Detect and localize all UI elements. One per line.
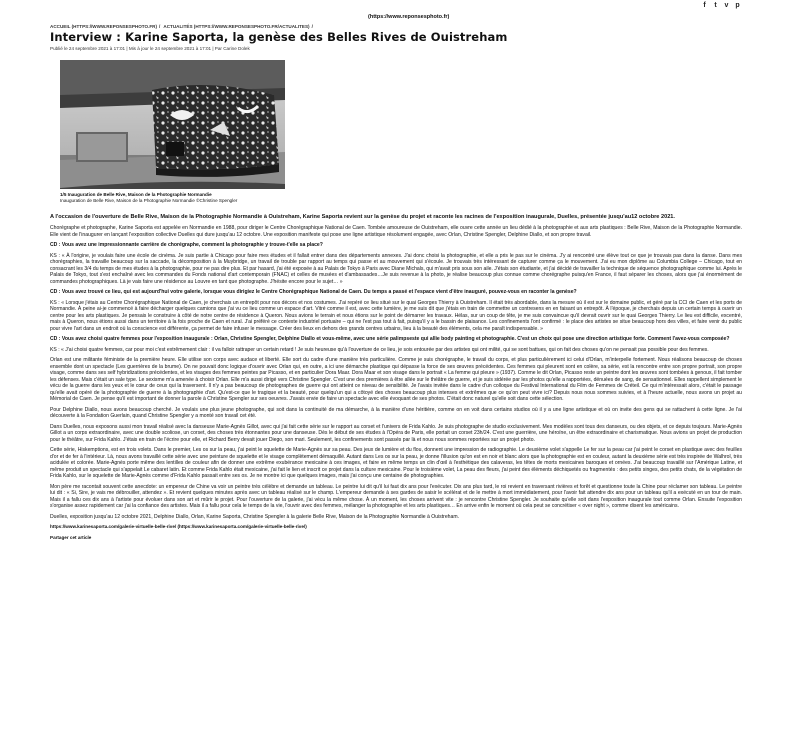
breadcrumb-separator: / bbox=[159, 24, 161, 29]
answer-2: KS : « Lorsque j'étais au Centre Chorégraphique National de Caen, je cherchais un entrepôt pour nos décors et nos costumes. J'ai repéré ce lieu situé sur le quai Georges Thierry à Ouistreham. Il était très abordable, dans la mesure où il est sur le domaine public, et géré par la CCI de Caen et les ports de Normandie. À peine ai-je commencé à faire décharger quelques camions que j'ai vu ce lieu comme un espace d'art. Vitré comme il est, avec cette lumière, je me suis dit que j'étais en train de commettre un contresens en en faisant un entrepôt. À l'époque, je cherchais depuis un certain temps à ouvrir un centre pour les arts plastiques. Je pensais le construire à côté de notre centre de résidence à Queron. Nous avions le terrain et nous étions sur le point de démarrer les travaux. Hélas, sur un coup de tête, je me suis convaincue qu'il devrait ouvrir sur le quai Georges Thierry. Le lieu est difficile, excentré, mais à Queron, nous étions aussi dans un territoire à la fois proche de Caen et rural. J'ai préféré ce contexte industriel portuaire – qui ne l'est pas tout à fait, puisqu'il y a le bassin de plaisance. Les confinements l'ont confirmé : le place des artistes se situe beaucoup hors des villes, et faire venir du public pour vivre l'art dans un endroit où la conscience est différente, ça permet de faire infuser le message. Créer des lieux en dehors des grands centres urbains, lieu à la beauté des éléments, cela me paraît indispensable. » bbox=[50, 299, 742, 332]
caption-credit: Inauguration de Belle Rive, Maison de la Photographie Normandie ©Christine Spengler bbox=[60, 197, 238, 203]
photo-caption bbox=[60, 192, 742, 203]
paragraph-diallo: Pour Delphine Diallo, nous avons beaucoup cherché. Je voulais une plus jeune photographe, qui soit dans la continuité de ma démarche, à la manière d'une héritière, comme on en voit dans certains studios où il y a une ligne artistique et où on invite des gens qui se rattachent à cette ligne. Je l'ai découverte à la Fondation Guerlain, quand Christine Spengler y a monté son travail cet été. bbox=[50, 406, 742, 420]
paragraph-anecdote: Mon père me racontait souvent cette anecdote: un empereur de Chine va voir un peintre très célèbre et demande un tableau. Le peintre lui dit qu'il lui faut dix ans pour l'exécuter. Dix ans plus tard, le roi revient en traversant rivières et forêt et questionne toute la Chine pour réclamer son tableau. Le peintre lui dit : « Si, Sire, je vais me débrouiller, attendez ». Et revient quelques minutes après avec un tableau réalisé sur le champ. L'empereur demande à ses gardes de saisir le scélérat et de le mettre à mort immédiatement, pour l'avoir fait attendre dix ans pour un tableau qu'il a exécuté en un tour de main. Mais il a fallu ces dix ans à l'artiste pour évoluer dans son art et mûrir le projet. Pour l'ouverture de la galerie, j'ai vécu la même chose. À un moment, les choses arrivent vite : je rencontre Christine Spengler. Je souhaite qu'elle soit dans l'exposition inaugurale tout comme Orlan. Ensuite l'exposition s'organise assez rapidement car j'ai la confiance des artistes. Mais il a fallu pour cela le temps de la vie, l'ouvrir avec des femmes, mélanger la photographie et les arts plastiques… En arrive enfin le moment où cela peut se concrétiser « over night », comme disent les américains. bbox=[50, 483, 742, 510]
vimeo-icon[interactable]: v bbox=[724, 2, 729, 9]
article-body bbox=[50, 214, 742, 541]
site-link[interactable]: (https://www.reponsesphoto.fr) bbox=[368, 14, 450, 20]
answer-3: KS : « J'ai choisi quatre femmes, car pour moi c'est extrêmement clair : il va falloir rattraper un certain retard ! Je suis heureuse qu'à l'ouverture de ce lieu, je sois entourée par des artistes qui ont milité, qui se sont battues, qui on fait des choses qu'on ne pensait pas possible pour des femmes. bbox=[50, 346, 709, 353]
paragraph-duelles: Dans Duelles, nous exposons aussi mon travail réalisé avec la danseuse Marie-Agnès Gillot, avec qui j'ai fait cette série sur le rapport au corset et l'univers de Frida Kahlo. Je suis photographe de studio exclusivement. Mes modèles sont tous des danseurs, ou des objets, et ce depuis toujours. Marie-Agnès Gillot a un corps extraordinaire, avec une double scoliose, un corset, des choses très étonnantes pour une danseuse. Dès le début de ses études à l'Opéra de Paris, elle portait un corset 23h/24. C'est une guerrière, une héroïne, un être extraordinaire et charismatique. Nous avions un projet de production pour le théâtre, sur Frida Kahlo. J'étais en train de l'écrire pour elle, et Richard Berry devait jouer Diego, son mari. Seulement, les confinements sont passés par là et nous nous sommes reportées sur un projet photo. bbox=[50, 423, 742, 443]
gallery-link[interactable]: https://www.karinesaporta.com/galerie-virtuelle-belle-rive/ (https://www.karinesaporta.com/galerie-virtuelle-belle-rive/) bbox=[50, 524, 307, 530]
article-meta: Publié le 24 septembre 2021 à 17:01 | Mis à jour le 24 septembre 2021 à 17:01 | Par Carine Dolek bbox=[50, 46, 250, 51]
article-lead: A l'occasion de l'ouverture de Belle Rive, Maison de la Photographie Normandie à Ouistreham, Karine Saporta revient sur la genèse du projet et raconte les racines de l'exposition inaugurale, Duelles, présentée jusqu'au12 octobre 2021. bbox=[50, 214, 675, 221]
question-1: CD : Vous avez une impressionnante carrière de chorégraphe, comment la photographie y trouve-t'elle sa place? bbox=[50, 242, 323, 249]
paragraph-series: Cette série, Hiskemptions, est en trois volets. Dans le premier, Les os sur la peau, j'ai peint le squelette de Marie-Agnès sur sa peau. Des jeux de lumière et du flou, donnent une impression de radiographie. Le deuxième volet s'appelle Le fer sur la peau car j'ai peint le corset en plastique avec des feuilles d'or et de fer à l'intérieur. Là, nous avons travaillé cette série avec une peinture de squelette et le visage complètement démaquillé. Autant dans Les os sur la peau, je donne l'illusion qu'on est en noir et blanc alors que la photographie est en couleur, autant la deuxième série est très inspirée de Walhrol, très acidulée et colorée. Marie-Agnès porte même des lentilles de couleur afin de donner une extrême exubérance mexicaine à ces images, et faire en même temps un clin d'œil à l'esthétique des calaveras, les têtes de morts mexicaines baroques et ornées. J'ai beaucoup travaillé sur l'Amérique Latine, et même produit un spectacle qui s'appelait Le cabaret latin. Et comme Frida Kahlo était mexicaine, j'ai fait le lien et inscrit ce projet dans la culture mexicaine. Pour le troisième volet, La peau des fleurs, j'ai peint des éléments déchiquetés ou fragmentés : des petits singes, des petits chats, de la végétation de Frida Kahlo, sur le squelette de Marie-Agnès comme d'Frida Kahlo passait entre ses os. Je ne montre ici que quelques images, mais j'ai conçu une centaine de photographies. bbox=[50, 447, 742, 480]
social-icons bbox=[701, 2, 741, 9]
article-intro: Chorégraphe et photographe, Karine Saporta est appelée en Normandie en 1988, pour diriger le Centre Chorégraphique National de Caen. Tombée amoureuse de Ouistreham, elle ouvre cette année un lieu dédié à la photographie et aux arts plastiques : Belle Rive, Maison de la Photographie Normandie. Elle vient de l'inaugurer en lançant l'exposition collective Duelles qui dure jusqu'au 12 octobre. Une exposition manifeste qui pose une ligne artistique résolument engagée, avec Orlan, Christine Spengler, Delphine Diallo, et son propre travail. bbox=[50, 225, 742, 238]
caption-title: 1/5 Inauguration de Belle Rive, Maison de la Photographie Normandie bbox=[60, 192, 212, 197]
question-3: CD : Vous avez choisi quatre femmes pour l'exposition inaugurale : Orlan, Christine Spengler, Delphine Diallo et vous-même, avec une série palimpseste qui allie body painting et photographie. C'est un choix qui pose une direction artistique forte. Comment l'avez-vous composée? bbox=[50, 336, 730, 343]
twitter-icon[interactable]: t bbox=[714, 2, 717, 9]
breadcrumb-section[interactable]: ACTUALITÉS (HTTPS://WWW.REPONSESPHOTO.FR/ACTUALITES) bbox=[163, 24, 310, 29]
article bbox=[50, 24, 742, 541]
breadcrumb-separator: / bbox=[311, 24, 313, 29]
facebook-icon[interactable]: f bbox=[703, 2, 706, 9]
answer-1: KS : « À l'origine, je voulais faire une école de cinéma. Je suis partie à Chicago pour faire mes études et il fallait entrer dans des départements annexes. J'ai donc choisi la photographie, et elle a pris le pas sur le cinéma. J'y ai rencontré une élève tout ce que je trouvais pas dans la danse. Dans mes chorégraphies, la travaille beaucoup sur la saccade, la décomposition à la Muybridge, un travail de trouble par rapport au temps qui passe et au mouvement qui s'écoule. Je trouvais très intéressant de capturer comme ça le mouvement. J'ai eu mon diplôme au Columbia College – Chicago, tout en consacrant les 3/4 du temps de mes études à la photographie, pour ne pas dire plus. Et par hasard, j'ai été exposée à au Palais de Tokyo à Paris avec Diane Michals, qui m'avait pris sous son aile. J'étais son étudiante, et j'ai décidé de travailler la technique de séquence photographique comme lui. Après le Palais de Tokyo, tout s'est enchaîné avec les commandes du Fonds national d'art contemporain (FNAC) et celles de musées et d'ambassades…Je suis revenue à la photo, je réalise beaucoup plus connue comme chorégraphe puisqu'en France, il faut séparer les choses, alors que j'ai énormément de commandes photographiques. Là je vais faire une résidence au Louvre en tant que photographe. J'hésite encore pour le sujet… » bbox=[50, 252, 742, 285]
article-photo[interactable] bbox=[60, 60, 285, 189]
question-2: CD : Vous avez trouvé ce lieu, qui est aujourd'hui votre galerie, lorsque vous dirigiez le Centre Chorégraphique National de Caen. Du temps a passé et l'espace vient d'être inauguré, pouvez-vous en raconter la genèse? bbox=[50, 289, 577, 296]
breadcrumb-home[interactable]: ACCUEIL (HTTPS://WWW.REPONSESPHOTO.FR) bbox=[50, 24, 158, 29]
top-bar bbox=[0, 0, 791, 22]
paragraph-exhibition-info: Duelles, exposition jusqu'au 12 octobre 2021, Delphine Diallo, Orlan, Karine Saporta, Christine Spengler à la galerie Belle Rive, Maison de la Photographie Normandie à Ouistreham. bbox=[50, 513, 459, 520]
page-title: Interview : Karine Saporta, la genèse des Belles Rives de Ouistreham bbox=[50, 30, 508, 44]
paragraph-orlan-spengler: Orlan est une militante féministe de la première heure. Elle utilise son corps avec audace et liberté. Elle sort du cadre d'une manière très particulière. Comme je suis chorégraphe, le travail du corps, et plus particulièrement ici celui d'Orlan, m'interpelle fortement. Nous réalisons beaucoup de choses ensemble dont un spectacle (Les guerrières de la brume). On ne pouvait donc logique d'ouvrir avec Orlan qui, en outre, a ici une démarche plastique qui dépasse la force de ses œuvres précédentes. Ces femmes qui pleurent sont en colère, sa série, est la rencontre entre son propre portrait, son propre visage, comme dans ses self hybridizations précédentes, et les visages des femmes peintes par Picasso, et en particulier Dora Maar. Dora Maar et son visage dans le portrait « La femme qui pleure » (1937). Comme le dit Orlan, Picasso reste un peintre dont les œuvres sont tombées à genoux, il fait tomber les défenses. Mais c'était un sale type. Le sexisme m'a amenée à choisir Orlan. Elle m'a aussi dirigé vers Christine Spengler. C'est une des premières à être allée sur le théâtre de guerre, et je suis sidérée par les photos qu'elle a rapportées, dénuées de sang, de sensationnel. Elles rappellent simplement le vécu de la guerre dans les yeux et le cœur de ceux qui la traversent. Il n'y a pas beaucoup de photographes de guerre qui ont atteint ce niveau de sensibilité. Je l'avais invitée dans le cadre d'un colloque du Festival International du Film de Femmes de Créteil. Ce qui m'intéressait alors, c'était le passage qu'elle avait opéré de la photographie de guerre à la photographie d'art. Qu'est-ce que le tragique et la beauté, pour quelqu'un qui a côtoyé des choses beaucoup plus intenses et extrêmes que ce qu'on peut vivre ici? Depuis nous nous sommes suivies, et à l'heure actuelle, nous avons un projet au Mémorial de Caen. Je pense qu'il est important de donner la parole à Christine Spengler sur ses oeuvres. J'avais envie de faire un spectacle avec elle évoquant de ses photos. C'était donc naturel qu'elle soit dans cette sélection. bbox=[50, 357, 742, 403]
installation-photo bbox=[60, 60, 285, 189]
pinterest-icon[interactable]: p bbox=[735, 2, 740, 9]
share-article-button[interactable]: Partager cet article bbox=[50, 534, 92, 540]
